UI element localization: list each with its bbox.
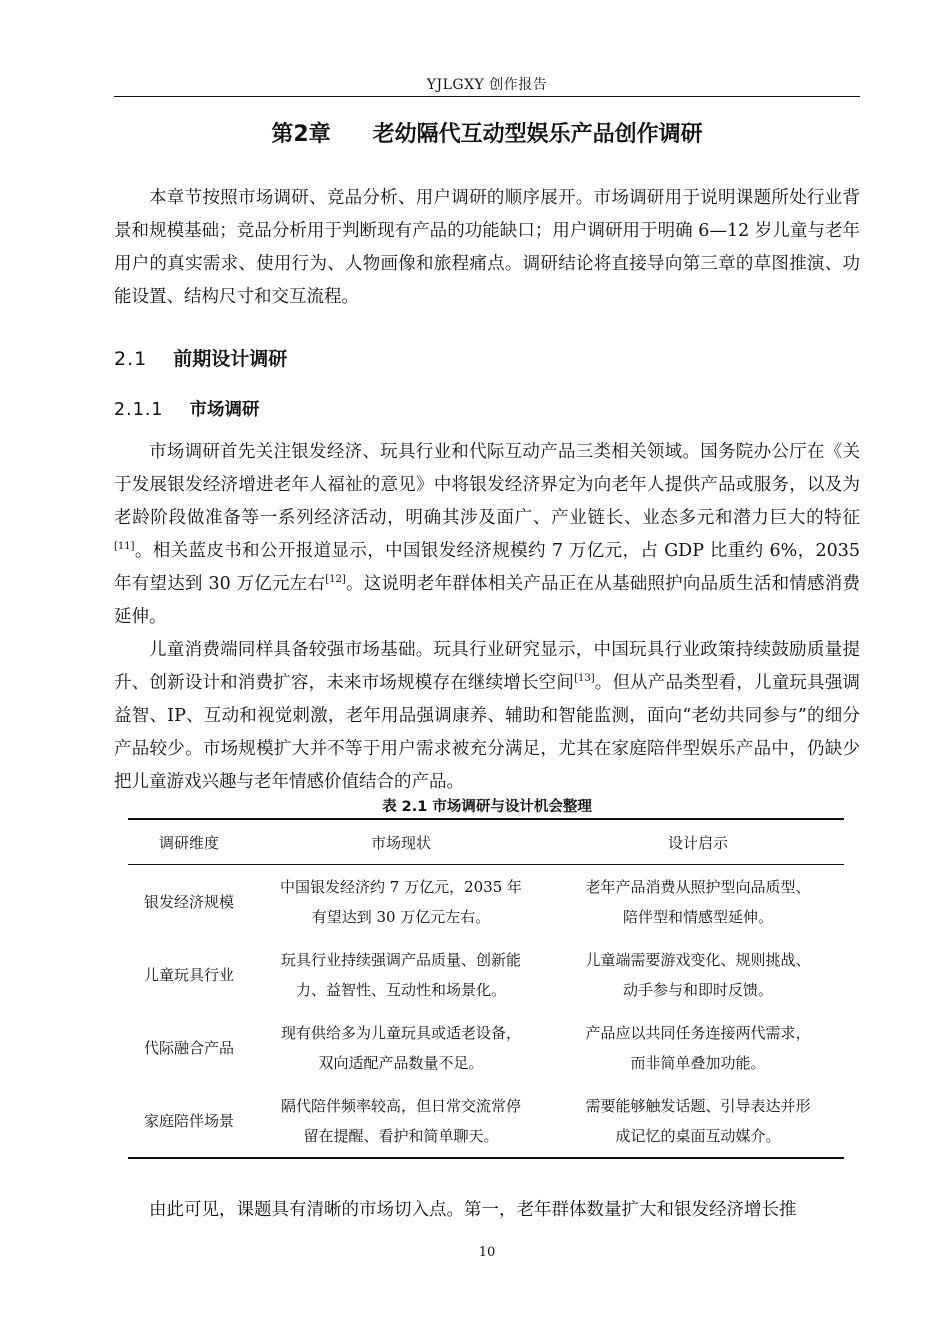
cell-line: 双向适配产品数量不足。 <box>318 1053 484 1072</box>
chapter-title-text: 老幼隔代互动型娱乐产品创作调研 <box>372 122 703 147</box>
subsection-heading <box>114 396 260 421</box>
cell-insight <box>552 1011 844 1084</box>
chapter-number: 第2章 <box>271 122 331 147</box>
p2-text-b: 。但从产品类型看，儿童玩具强调益智、IP、互动和视觉刺激，老年用品强调康养、辅助和智能监测，面向“老幼共同参与”的细分产品较少。市场规模扩大并不等于用户需求被充分满足，尤其在家庭陪伴型娱乐产品中，仍缺少把儿童游戏兴趣与老年情感价值结合的产品。 <box>114 673 861 792</box>
cell-dimension: 银发经济规模 <box>143 892 234 911</box>
table-row <box>128 1011 844 1084</box>
cell-line: 力、益智性、互动性和场景化。 <box>295 980 506 999</box>
cell-dimension: 家庭陪伴场景 <box>128 1084 250 1158</box>
citation-11: [11] <box>114 541 135 553</box>
cell-insight <box>552 1084 844 1158</box>
cell-line: 留在提醒、看护和简单聊天。 <box>303 1126 499 1145</box>
intro-paragraph: 本章节按照市场调研、竞品分析、用户调研的顺序展开。市场调研用于说明课题所处行业背景和规模基础；竞品分析用于判断现有产品的功能缺口；用户调研用于明确 6—12 岁儿童与老年用户的真实需求、使用行为、人物画像和旅程痛点。调研结论将直接导向第三章的草图推演、功能设置、结构尺寸和交互流程。 <box>114 188 860 307</box>
market-paragraph-1 <box>114 436 860 634</box>
conclusion-paragraph: 由此可见，课题具有清晰的市场切入点。第一，老年群体数量扩大和银发经济增长推 <box>149 1200 797 1220</box>
subsection-number: 2.1.1 <box>114 400 164 420</box>
page-number: 10 <box>478 1245 496 1260</box>
citation-12: [12] <box>325 574 346 586</box>
cell-line: 玩具行业持续强调产品质量、创新能 <box>280 950 521 969</box>
cell-line: 动手参与和即时反馈。 <box>622 980 773 999</box>
table-row <box>128 865 844 939</box>
citation-13: [13] <box>574 673 595 685</box>
header-dimension: 调研维度 <box>128 819 250 865</box>
cell-line: 有望达到 30 万亿元左右。 <box>311 907 491 926</box>
p1-text-a: 市场调研首先关注银发经济、玩具行业和代际互动产品三类相关领域。国务院办公厅在《关于发展银发经济增进老年人福祉的意见》中将银发经济界定为向老年人提供产品或服务，以及为老龄阶段做准备等一系列经济活动，明确其涉及面广、产业链长、业态多元和潜力巨大的特征 <box>114 442 860 528</box>
cell-dimension: 儿童玩具行业 <box>143 965 234 984</box>
subsection-title: 市场调研 <box>189 400 260 420</box>
cell-status <box>250 865 552 939</box>
cell-line: 陪伴型和情感型延伸。 <box>622 907 773 926</box>
header-status: 市场现状 <box>250 819 552 865</box>
cell-line: 需要能够触发话题、引导表达并形 <box>585 1096 811 1115</box>
running-header: YJLGXY 创作报告 <box>426 77 548 93</box>
section-number: 2.1 <box>114 348 148 370</box>
cell-insight <box>552 865 844 939</box>
cell-line: 老年产品消费从照护型向品质型、 <box>585 877 811 896</box>
cell-status <box>250 938 552 1011</box>
section-heading <box>114 344 287 371</box>
chapter-title <box>114 117 860 148</box>
table-caption: 表 2.1 市场调研与设计机会整理 <box>382 799 592 815</box>
cell-line: 儿童端需要游戏变化、规则挑战、 <box>585 950 811 969</box>
market-research-table <box>128 818 844 1159</box>
cell-line: 产品应以共同任务连接两代需求， <box>585 1023 811 1042</box>
table-header-row <box>128 819 844 865</box>
header-insight: 设计启示 <box>552 819 844 865</box>
cell-line: 隔代陪伴频率较高，但日常交流常停 <box>280 1096 521 1115</box>
market-paragraph-2 <box>114 634 860 799</box>
p2-text-a: 儿童消费端同样具备较强市场基础。玩具行业研究显示，中国玩具行业政策持续鼓励质量提升、创新设计和消费扩容，未来市场规模存在继续增长空间 <box>114 640 860 693</box>
p1-text-b: 。相关蓝皮书和公开报道显示，中国银发经济规模约 7 万亿元，占 GDP 比重约 6%，2035 年有望达到 30 万亿元左右 <box>114 541 860 594</box>
section-title: 前期设计调研 <box>173 348 288 370</box>
header-rule <box>114 96 860 97</box>
cell-status <box>250 1011 552 1084</box>
cell-line: 而非简单叠加功能。 <box>630 1053 766 1072</box>
cell-insight <box>552 938 844 1011</box>
table-row <box>128 938 844 1011</box>
cell-line: 成记忆的桌面互动媒介。 <box>615 1126 781 1145</box>
table-row <box>128 1084 844 1158</box>
cell-line: 中国银发经济约 7 万亿元，2035 年 <box>279 877 523 896</box>
cell-dimension: 代际融合产品 <box>143 1038 234 1057</box>
cell-status <box>250 1084 552 1158</box>
cell-line: 现有供给多为儿童玩具或适老设备， <box>280 1023 521 1042</box>
p1-text-c: 。这说明老年群体相关产品正在从基础照护向品质生活和情感消费延伸。 <box>114 574 860 627</box>
